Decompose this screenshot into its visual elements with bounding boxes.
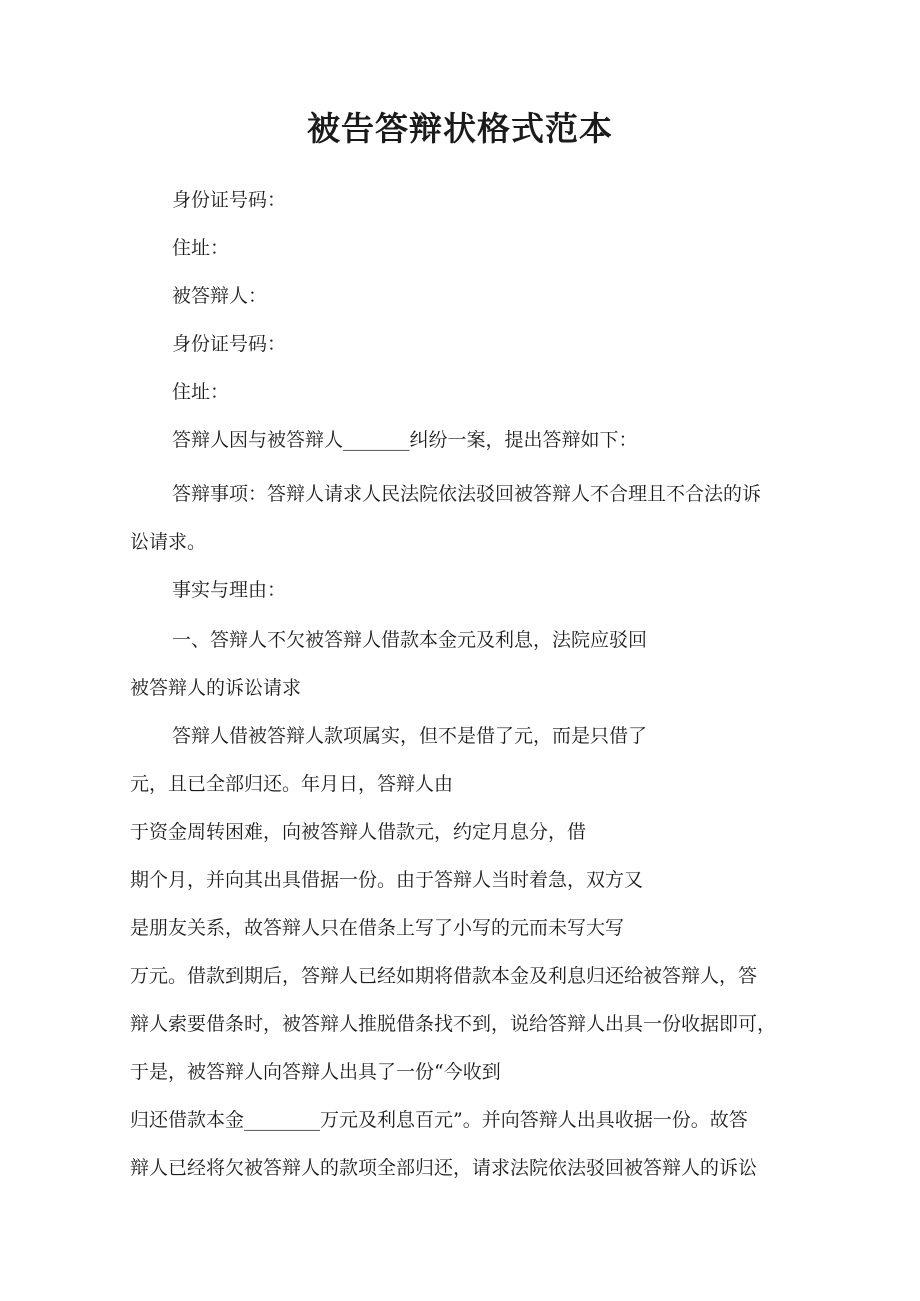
body-line-7: 辩人索要借条时，被答辩人推脱借条找不到，说给答辩人出具一份收据即可，	[130, 1013, 777, 1035]
body-line-2: 元，且已全部归还。年月日，答辩人由	[130, 773, 454, 795]
defense-items-line-1: 答辩事项：答辩人请求人民法院依法驳回被答辩人不合理且不合法的诉	[172, 483, 762, 505]
point-one-line-1: 一、答辩人不欠被答辩人借款本金元及利息，法院应驳回	[172, 629, 648, 651]
body-line-5: 是朋友关系，故答辩人只在借条上写了小写的元而未写大写	[130, 917, 625, 939]
intro-paragraph: 答辩人因与被答辩人_______纠纷一案，提出答辩如下：	[172, 429, 638, 451]
body-line-1: 答辩人借被答辩人款项属实，但不是借了元，而是只借了	[172, 725, 648, 747]
address-label-2: 住址：	[172, 381, 230, 403]
body-line-8: 于是，被答辩人向答辩人出具了一份“今收到	[130, 1061, 501, 1083]
body-line-4: 期个月，并向其出具借据一份。由于答辩人当时着急，双方又	[130, 869, 644, 891]
document-title: 被告答辩状格式范本	[307, 109, 613, 148]
defense-items-line-2: 讼请求。	[130, 531, 207, 553]
body-line-6: 万元。借款到期后，答辩人已经如期将借款本金及利息归还给被答辩人，答	[130, 965, 758, 987]
respondent-label: 被答辩人：	[172, 285, 268, 307]
body-line-9: 归还借款本金________万元及利息百元”。并向答辩人出具收据一份。故答	[130, 1109, 748, 1131]
point-one-line-2: 被答辩人的诉讼请求	[130, 677, 302, 699]
body-line-10: 辩人已经将欠被答辩人的款项全部归还，请求法院依法驳回被答辩人的诉讼	[130, 1157, 758, 1179]
facts-heading: 事实与理由：	[172, 579, 287, 601]
body-line-3: 于资金周转困难，向被答辩人借款元，约定月息分，借	[130, 821, 587, 843]
address-label-1: 住址：	[172, 237, 230, 259]
id-number-label-1: 身份证号码：	[172, 189, 287, 211]
id-number-label-2: 身份证号码：	[172, 333, 287, 355]
